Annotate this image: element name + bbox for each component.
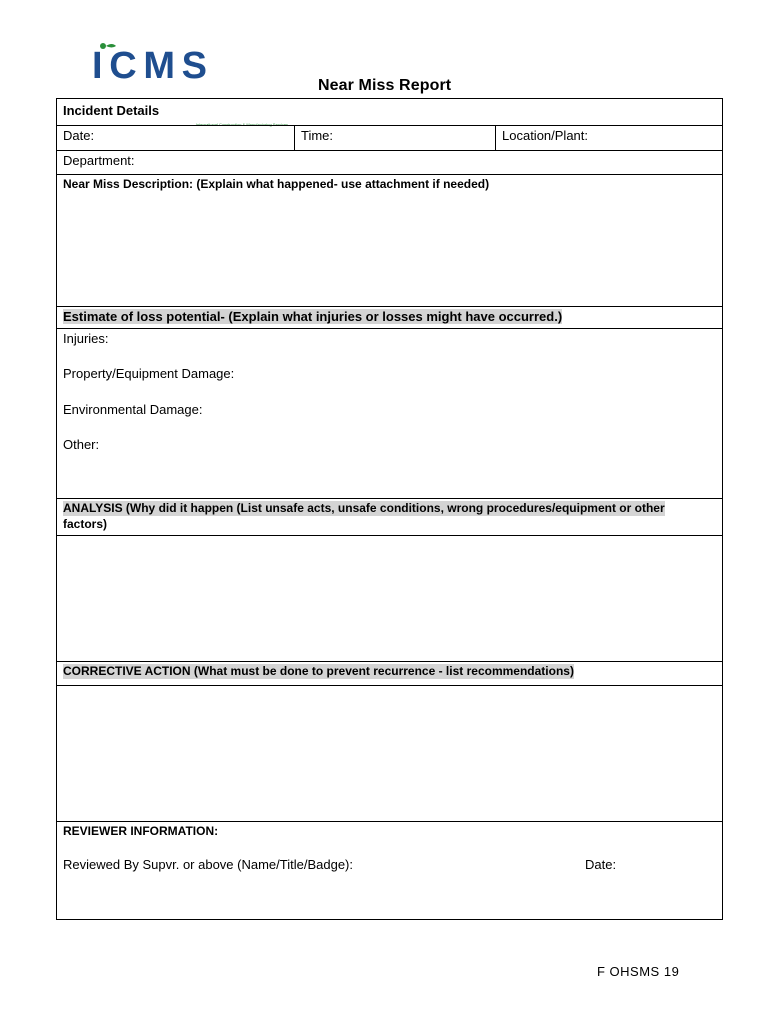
injuries-label: Injuries: (63, 331, 109, 346)
row-divider (57, 685, 722, 686)
form-code: F OHSMS 19 (597, 964, 680, 979)
analysis-heading: ANALYSIS (Why did it happen (List unsafe acts, unsafe conditions, wrong procedures/equipment or other (63, 501, 665, 515)
row-divider (57, 306, 722, 307)
analysis-heading-continued: factors) (63, 517, 108, 531)
row-divider (57, 821, 722, 822)
icms-logo-graphic (92, 42, 208, 82)
page-title: Near Miss Report (318, 77, 452, 94)
environmental-damage-label: Environmental Damage: (63, 402, 203, 417)
row-divider (57, 498, 722, 499)
review-date-label: Date: (585, 857, 617, 872)
column-divider (495, 125, 496, 150)
row-divider (57, 535, 722, 536)
incident-details-heading: Incident Details (63, 103, 160, 118)
description-label: Near Miss Description: (Explain what happened- use attachment if needed) (63, 177, 490, 191)
reviewer-heading: REVIEWER INFORMATION: (63, 824, 219, 838)
time-label: Time: (301, 128, 334, 143)
reviewed-by-label: Reviewed By Supvr. or above (Name/Title/Badge): (63, 857, 353, 872)
row-divider (57, 174, 722, 175)
row-divider (57, 150, 722, 151)
other-label: Other: (63, 437, 100, 452)
location-label: Location/Plant: (502, 128, 589, 143)
property-damage-label: Property/Equipment Damage: (63, 366, 235, 381)
logo-wordmark: ICMS (92, 45, 206, 82)
row-divider (57, 328, 722, 329)
row-divider (57, 661, 722, 662)
logo-subtitle: International Construction & Manufacturing Services (195, 122, 289, 127)
near-miss-form (56, 98, 723, 920)
date-label: Date: (63, 128, 95, 143)
row-divider (57, 125, 722, 126)
column-divider (294, 125, 295, 150)
department-label: Department: (63, 153, 135, 168)
corrective-action-heading: CORRECTIVE ACTION (What must be done to prevent recurrence - list recommendations) (63, 664, 574, 678)
loss-potential-heading: Estimate of loss potential- (Explain what injuries or losses might have occurred.) (63, 309, 563, 324)
